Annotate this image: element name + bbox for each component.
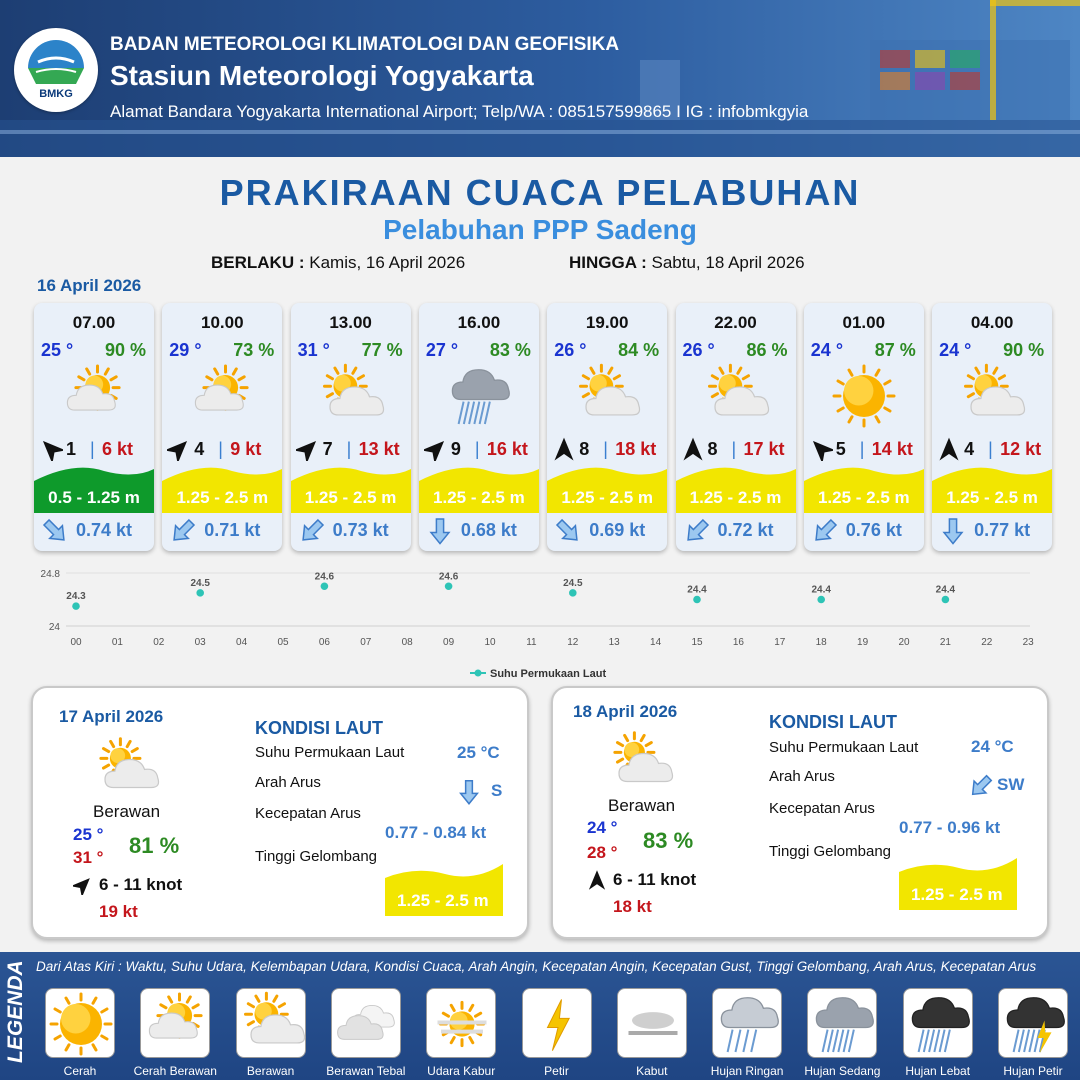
wave-label: Tinggi Gelombang (255, 848, 378, 865)
hujan-ringan-icon (712, 988, 782, 1058)
bmkg-logo (14, 28, 98, 112)
forecast-card (804, 303, 924, 551)
card-wind-speed: 5 (835, 439, 846, 459)
berawan-icon (572, 361, 642, 436)
card-time: 22.00 (714, 313, 757, 332)
berawan-icon (236, 988, 306, 1058)
x-tick-label: 20 (898, 637, 910, 648)
card-current-speed: 0.73 kt (332, 520, 389, 540)
legend-label: Berawan (246, 1064, 295, 1078)
card-temperature: 26 ° (682, 340, 715, 360)
card-wind-speed: 7 (322, 439, 333, 459)
x-tick-label: 10 (484, 637, 496, 648)
berawan-icon (316, 361, 386, 436)
hujan-petir-icon (998, 988, 1068, 1058)
x-tick-label: 05 (277, 637, 289, 648)
current-direction-icon (40, 516, 70, 551)
current-dir-value: SW (997, 775, 1025, 794)
day-gust: 19 kt (99, 902, 138, 921)
valid-from-label: BERLAKU : (211, 253, 305, 272)
data-point (569, 589, 577, 597)
separator: | (474, 439, 480, 459)
current-direction-icon (455, 778, 483, 811)
cerah-icon (829, 361, 899, 436)
card-wind-speed: 4 (964, 439, 975, 459)
logo-text: BMKG (39, 88, 73, 100)
separator: | (90, 439, 95, 459)
card-current-speed: 0.76 kt (845, 520, 902, 540)
petir-icon (522, 988, 592, 1058)
sst-label: Suhu Permukaan Laut (255, 744, 405, 761)
current-dir-label: Arah Arus (255, 774, 321, 791)
x-tick-label: 01 (111, 637, 123, 648)
agency-name: BADAN METEOROLOGI KLIMATOLOGI DAN GEOFISIKA (110, 34, 620, 55)
card-humidity: 87 % (874, 340, 916, 360)
x-tick-label: 08 (401, 637, 413, 648)
x-tick-label: 16 (732, 637, 744, 648)
wind-direction-icon (587, 870, 607, 895)
x-tick-label: 07 (360, 637, 372, 648)
card-wave-height: 1.25 - 2.5 m (817, 488, 910, 507)
data-label: 24.6 (438, 571, 459, 583)
day-humidity: 83 % (643, 828, 694, 853)
card-current-speed: 0.77 kt (974, 520, 1031, 540)
card-humidity: 86 % (746, 340, 788, 360)
card-wind-speed: 1 (66, 439, 77, 459)
card-time: 10.00 (201, 313, 244, 332)
udara-kabur-icon (426, 988, 496, 1058)
data-point (942, 596, 950, 604)
wave-value: 1.25 - 2.5 m (397, 891, 489, 910)
card-current-speed: 0.69 kt (589, 520, 646, 540)
legend-label: Hujan Sedang (804, 1064, 881, 1078)
cerah-berawan-icon (187, 361, 257, 436)
legend-label: Berawan Tebal (326, 1064, 406, 1078)
legend-label: Cerah (63, 1064, 97, 1078)
card-time: 13.00 (329, 313, 372, 332)
y-tick-label: 24.8 (40, 569, 60, 580)
day-gust: 18 kt (613, 897, 652, 916)
station-address: Alamat Bandara Yogyakarta International Airport; Telp/WA : 085157599865 I IG : infobmkgyia (110, 102, 809, 121)
legend-panel (0, 952, 1080, 1080)
card-humidity: 84 % (618, 340, 660, 360)
current-speed-value: 0.77 - 0.84 kt (385, 823, 487, 842)
card-time: 19.00 (585, 313, 629, 332)
current-direction-icon (168, 516, 198, 551)
card-time: 01.00 (842, 313, 886, 332)
legend-label: Kabut (636, 1064, 668, 1078)
day-humidity: 81 % (129, 833, 180, 858)
current-direction-icon (810, 516, 840, 551)
day-wind: 6 - 11 knot (99, 875, 183, 894)
kabut-icon (617, 988, 687, 1058)
card-wind-speed: 8 (579, 439, 590, 459)
day-tmin: 25 ° (73, 825, 104, 844)
legend-description: Dari Atas Kiri : Waktu, Suhu Udara, Kelembapan Udara, Kondisi Cuaca, Arah Angin, Kecepatan Angin, Kecepatan Gust, Tinggi Gelombang, Arah Arus, Kecepatan Arus (36, 959, 1037, 974)
card-wave-height: 1.25 - 2.5 m (561, 488, 654, 507)
separator: | (346, 439, 352, 459)
legend-title-text: LEGENDA (4, 960, 27, 1063)
card-temperature: 24 ° (939, 340, 972, 360)
x-tick-label: 17 (774, 637, 786, 648)
card-gust: 14 kt (871, 439, 913, 459)
card-time: 07.00 (72, 313, 116, 332)
separator: | (859, 439, 865, 459)
x-tick-label: 22 (981, 637, 993, 648)
card-wave-height: 1.25 - 2.5 m (689, 488, 782, 507)
sst-label: Suhu Permukaan Laut (769, 739, 919, 756)
wave-value: 1.25 - 2.5 m (911, 885, 1003, 904)
x-tick-label: 11 (526, 637, 537, 648)
card-temperature: 25 ° (41, 340, 74, 360)
data-point (817, 596, 825, 604)
forecast-card (291, 303, 411, 551)
legend-label: Hujan Ringan (710, 1064, 784, 1078)
data-point (321, 582, 329, 590)
x-tick-label: 00 (70, 637, 82, 648)
forecast-card (162, 303, 282, 551)
card-wave-height: 1.25 - 2.5 m (946, 488, 1038, 507)
data-point (693, 596, 701, 604)
card-temperature: 24 ° (810, 340, 844, 360)
data-point (72, 602, 80, 610)
legend-label: Petir (544, 1064, 569, 1078)
legend-marker (475, 670, 482, 677)
station-name: Stasiun Meteorologi Yogyakarta (110, 60, 534, 91)
card-wave-height: 1.25 - 2.5 m (304, 488, 397, 507)
card-wave-height: 0.5 - 1.25 m (48, 488, 140, 507)
y-tick-label: 24 (48, 622, 60, 633)
data-label: 24.3 (66, 591, 86, 603)
separator: | (731, 439, 737, 459)
x-tick-label: 19 (857, 637, 869, 648)
x-tick-label: 12 (567, 637, 579, 648)
day-box-date: 17 April 2026 (59, 707, 164, 726)
kondisi-laut-title: KONDISI LAUT (769, 712, 897, 732)
current-direction-icon (682, 516, 712, 551)
cerah-icon (45, 988, 115, 1058)
current-direction-icon (938, 516, 968, 551)
x-tick-label: 03 (194, 637, 206, 648)
data-label: 24.5 (190, 577, 210, 589)
header-banner (0, 0, 1080, 157)
valid-from-value: Kamis, 16 April 2026 (309, 253, 466, 272)
current-dir-value: S (491, 781, 503, 800)
forecast-card (932, 303, 1052, 551)
day1-date: 16 April 2026 (37, 276, 142, 295)
data-label: 24.5 (563, 577, 583, 589)
berawan-icon (701, 361, 771, 436)
current-direction-icon (967, 772, 995, 805)
hujan-sedang-icon (444, 361, 514, 436)
forecast-card (419, 303, 539, 551)
card-humidity: 77 % (361, 340, 403, 360)
card-humidity: 73 % (233, 340, 275, 360)
valid-from (211, 253, 465, 273)
berawan-tebal-icon (331, 988, 401, 1058)
card-temperature: 29 ° (169, 340, 202, 360)
card-wind-speed: 8 (707, 439, 718, 459)
x-tick-label: 13 (608, 637, 620, 648)
day-condition: Berawan (608, 796, 676, 815)
current-direction-icon (425, 516, 455, 551)
card-gust: 18 kt (615, 439, 657, 459)
card-wind-speed: 9 (450, 439, 461, 459)
berawan-icon (605, 730, 675, 797)
berawan-icon (957, 361, 1027, 436)
forecast-card (34, 303, 154, 551)
x-tick-label: 18 (815, 637, 827, 648)
x-tick-label: 02 (153, 637, 165, 648)
card-current-speed: 0.71 kt (204, 520, 261, 540)
data-label: 24.4 (811, 584, 831, 596)
wind-direction-icon (73, 875, 93, 900)
card-humidity: 83 % (489, 340, 531, 360)
legend-label: Hujan Lebat (905, 1064, 971, 1078)
card-current-speed: 0.68 kt (460, 520, 517, 540)
data-label: 24.4 (687, 584, 707, 596)
card-time: 16.00 (457, 313, 501, 332)
current-speed-value: 0.77 - 0.96 kt (899, 818, 1001, 837)
card-wave-height: 1.25 - 2.5 m (433, 488, 525, 507)
kondisi-laut-title: KONDISI LAUT (255, 718, 383, 738)
card-humidity: 90 % (1003, 340, 1045, 360)
forecast-card (676, 303, 796, 551)
forecast-card (547, 303, 667, 551)
x-tick-label: 09 (443, 637, 455, 648)
current-speed-label: Kecepatan Arus (769, 800, 875, 817)
card-wave-height: 1.25 - 2.5 m (176, 488, 269, 507)
legend-entry: Suhu Permukaan Laut (490, 668, 607, 680)
day-box-date: 18 April 2026 (573, 702, 678, 721)
legend-title (0, 952, 31, 1080)
card-gust: 9 kt (230, 439, 262, 459)
page-subtitle: Pelabuhan PPP Sadeng (383, 214, 697, 245)
cerah-berawan-icon (59, 361, 129, 436)
current-dir-label: Arah Arus (769, 768, 835, 785)
card-time: 04.00 (970, 313, 1014, 332)
separator: | (988, 439, 993, 459)
valid-to-label: HINGGA : (569, 253, 647, 272)
x-tick-label: 14 (650, 637, 662, 648)
x-tick-label: 23 (1022, 637, 1034, 648)
legend-label: Hujan Petir (1003, 1064, 1063, 1078)
x-tick-label: 21 (939, 637, 951, 648)
card-gust: 13 kt (358, 439, 400, 459)
hujan-lebat-icon (903, 988, 973, 1058)
card-current-speed: 0.74 kt (76, 520, 133, 540)
card-temperature: 26 ° (554, 340, 587, 360)
card-wind-speed: 4 (194, 439, 205, 459)
berawan-icon (91, 736, 161, 803)
day-tmin: 24 ° (587, 818, 618, 837)
hujan-sedang-icon (807, 988, 877, 1058)
x-tick-label: 15 (691, 637, 703, 648)
separator: | (603, 439, 608, 459)
current-direction-icon (553, 516, 583, 551)
separator: | (218, 439, 223, 459)
sst-value: 24 °C (971, 737, 1014, 756)
current-direction-icon (297, 516, 327, 551)
valid-to (569, 253, 805, 273)
card-gust: 12 kt (1000, 439, 1042, 459)
day-wind: 6 - 11 knot (613, 870, 697, 889)
sst-chart (30, 560, 1050, 685)
legend-label: Udara Kabur (427, 1064, 496, 1078)
cerah-berawan-icon (140, 988, 210, 1058)
day-box-17 (31, 686, 529, 939)
card-humidity: 90 % (104, 340, 146, 360)
data-point (445, 582, 453, 590)
card-current-speed: 0.72 kt (717, 520, 774, 540)
data-point (196, 589, 204, 597)
sst-value: 25 °C (457, 743, 500, 762)
card-gust: 6 kt (102, 439, 134, 459)
card-gust: 17 kt (743, 439, 785, 459)
day-condition: Berawan (93, 802, 161, 821)
x-tick-label: 04 (236, 637, 248, 648)
card-gust: 16 kt (486, 439, 528, 459)
data-label: 24.4 (935, 584, 956, 596)
day-box-18 (551, 686, 1049, 939)
page-title: PRAKIRAAN CUACA PELABUHAN (219, 172, 861, 213)
card-temperature: 27 ° (425, 340, 459, 360)
day-tmax: 28 ° (587, 843, 618, 862)
valid-to-value: Sabtu, 18 April 2026 (651, 253, 805, 272)
day-tmax: 31 ° (73, 848, 104, 867)
wave-label: Tinggi Gelombang (769, 843, 892, 860)
card-temperature: 31 ° (297, 340, 330, 360)
legend-label: Cerah Berawan (133, 1064, 217, 1078)
data-label: 24.6 (314, 571, 335, 583)
x-tick-label: 06 (318, 637, 330, 648)
current-speed-label: Kecepatan Arus (255, 805, 361, 822)
